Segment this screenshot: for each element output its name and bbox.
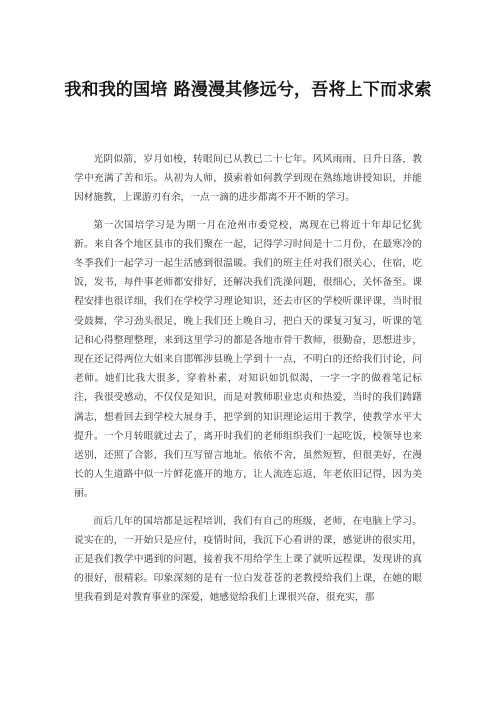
document-title: 我和我的国培 路漫漫其修远兮，吾将上下而求索 xyxy=(64,80,432,100)
paragraph-remote-training: 而后几年的国培都是远程培训，我们有自己的班级，老师，在电脑上学习。说实在的，一开始只是应付，疫情时间，我沉下心看讲的课，感觉讲的很实用，正是我们教学中遇到的问题，接着我不用给学生上课了就听远程课，发现讲的真的很好，很精彩。印象深刻的是有一位白发苍苍的老教授给我们上课，在她的眼里我看到是对教育事业的深爱，她感觉给我们上课很兴奋，很充实，那 xyxy=(74,515,422,604)
paragraph-first-training: 第一次国培学习是为期一月在沧州市委党校，离现在已将近十年却记忆犹新。来自各个地区县市的我们聚在一起，记得学习时间是十二月份，在最寒冷的冬季我们一起学习一起生活感到很温暖。我们的班主任对我们很关心，住宿，吃饭，发书，每件事老师都安排好，还解决我们洗澡问题，很细心，关怀备至。课程安排也很详细，我们在学校学习理论知识，还去市区的学校听课评课，当时很受鼓舞，学习劲头很足，晚上我们还上晚自习，把白天的课复习复习，听课的笔记和心得整理整理，来到这里学习的都是各地市骨干教师，很勤奋，思想进步，现在还记得两位大姐来自邯郸涉县晚上学到十一点，不明白的还给我们讨论，问老师。她们比我大很多，穿着朴素，对知识如饥似渴，一字一字的做着笔记标注，我很受感动，不仅仅是知识，而是对教师职业忠贞和热爱，当时的我们踌躇满志，想着回去到学校大展身手，把学到的知识理论运用于教学，使教学水平大提升。一个月转眼就过去了，离开时我们的老师组织我们一起吃饭，校领导也来送别，还照了合影，我们互写留言地址。依依不舍，虽然短暂，但很美好，在漫长的人生道路中似一片鲜花盛开的地方，让人流连忘返，年老依旧记得，因为美丽。 xyxy=(74,219,422,500)
paragraph-intro: 光阴似箭，岁月如梭，转眼间已从教已二十七年。风风雨雨、日升日落，教学中充满了苦和乐。从初为人师，摸索着如何教学到现在熟练地讲授知识，并能因材施教，上课游刃有余，一点一滴的进步都离不开不断的学习。 xyxy=(74,154,422,204)
document-body xyxy=(74,150,422,616)
